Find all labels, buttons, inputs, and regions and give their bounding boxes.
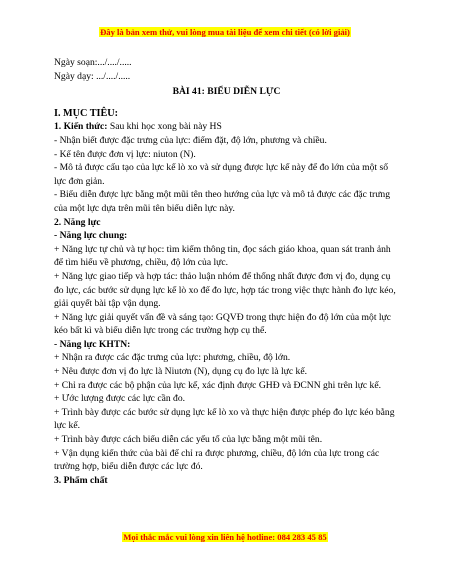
qualities-heading: 3. Phẩm chất xyxy=(54,474,108,486)
general-competency-item: + Năng lực giải quyết vấn đề và sáng tạo: GQVĐ trong thực hiện đo độ lớn của một lực kéo bất kì và biểu diễn lực trong các trường hợp cụ thể. xyxy=(54,311,392,337)
date-prepared: Ngày soạn:.../..../..... xyxy=(54,57,132,68)
khtn-competency-item: + Nhận ra được các đặc trưng của lực: phương, chiều, độ lớn. xyxy=(54,352,291,364)
preview-notice-text: Đây là bản xem thử, vui lòng mua tài liệu để xem chi tiết (có lời giải) xyxy=(100,27,350,37)
lesson-title: BÀI 41: BIỂU DIỄN LỰC xyxy=(172,86,281,98)
khtn-competency-heading: - Năng lực KHTN: xyxy=(54,338,131,350)
knowledge-item: - Biểu diễn được lực bằng một mũi tên theo hướng của lực và mô tả được các đặc trưng của một lực dựa trên mũi tên biểu diễn lực này. xyxy=(54,189,390,214)
knowledge-item: - Kể tên được đơn vị lực: niuton (N). xyxy=(54,148,196,160)
khtn-competency-item: + Vận dụng kiến thức của bài để chỉ ra được phương, chiều, độ lớn của lực trong các trường hợp, biểu diễn được các lực đó. xyxy=(54,447,380,473)
lesson-plan-body xyxy=(54,56,399,487)
preview-notice-banner xyxy=(0,27,450,37)
hotline-banner xyxy=(0,532,450,542)
knowledge-item: - Mô tả được cấu tạo của lực kế lò xo và sử dụng được lực kế này để đo lớn của một số lực đơn giản. xyxy=(54,162,389,187)
khtn-competency-item: + Chỉ ra được các bộ phận của lực kế, xác định được GHĐ và ĐCNN ghi trên lực kế. xyxy=(54,379,382,391)
section-objectives-heading: I. MỤC TIÊU: xyxy=(54,107,119,119)
khtn-competency-item: + Trình bày được các bước sử dụng lực kế lò xo và thực hiện được phép đo lực kéo bằng lực kế. xyxy=(54,406,395,432)
date-taught: Ngày dạy: .../..../..... xyxy=(54,70,131,82)
knowledge-intro: Sau khi học xong bài này HS xyxy=(107,121,222,133)
general-competency-item: + Năng lực tự chủ và tự học: tìm kiếm thông tin, đọc sách giáo khoa, quan sát tranh ảnh để tìm hiểu về phương, chiều, độ lớn của lực. xyxy=(54,243,391,269)
knowledge-label: 1. Kiến thức: xyxy=(54,121,108,133)
knowledge-heading xyxy=(54,120,399,134)
hotline-text: Mọi thắc mắc vui lòng xin liên hệ hotline: 084 283 45 85 xyxy=(123,532,327,542)
khtn-competency-item: + Ước lượng được các lực cần đo. xyxy=(54,393,186,405)
general-competency-heading: - Năng lực chung: xyxy=(54,230,128,242)
knowledge-item: - Nhận biết được đặc trưng của lực: điểm đặt, độ lớn, phương và chiều. xyxy=(54,134,327,146)
khtn-competency-item: + Nêu được đơn vị đo lực là Niutơn (N), dụng cụ đo lực là lực kế. xyxy=(54,366,307,378)
competency-heading: 2. Năng lực xyxy=(54,216,101,228)
general-competency-item: + Năng lực giao tiếp và hợp tác: thảo luận nhóm để thống nhất được đơn vị đo, dụng cụ đo lực, các bước sử dụng lực kế lò xo để đo lực, hợp tác trong việc thực hành đo lực kéo, giải quyết bài tập vận dụng. xyxy=(54,270,396,310)
khtn-competency-item: + Trình bày được cách biểu diễn các yếu tố của lực bằng một mũi tên. xyxy=(54,434,323,446)
